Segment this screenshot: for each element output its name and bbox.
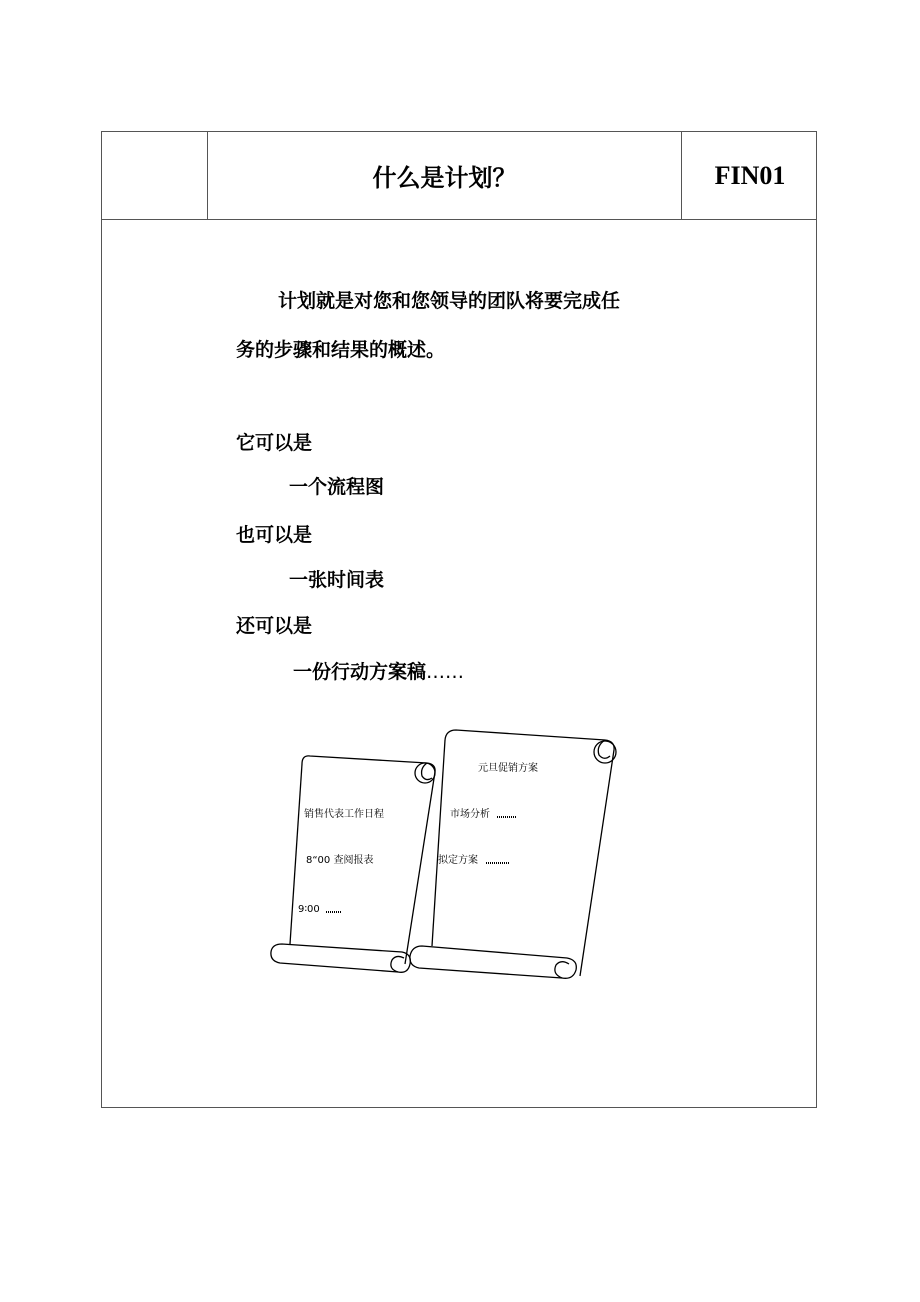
right-scroll-line-2: 拟定方案 [438, 855, 478, 866]
option-3-text: 一份行动方案稿 [293, 661, 427, 683]
option-1-label: 它可以是 [236, 432, 313, 454]
header-row [102, 132, 816, 220]
option-3-ellipsis: …… [426, 661, 465, 683]
option-3-label: 还可以是 [236, 615, 313, 637]
option-1-value: 一个流程图 [289, 476, 385, 498]
right-scroll-line-1: 市场分析 [450, 809, 490, 820]
document-code: FIN01 [681, 132, 818, 219]
definition-line-1: 计划就是对您和您领导的团队将要完成任 [278, 290, 621, 312]
definition-line-2: 务的步骤和结果的概述。 [236, 339, 446, 361]
left-scroll-line-1: 8“00 查阅报表 [306, 855, 374, 866]
left-scroll-line-2: 9∶00 [298, 904, 320, 915]
option-2-value: 一张时间表 [289, 569, 385, 591]
option-2-label: 也可以是 [236, 524, 313, 546]
right-scroll-title: 元旦促销方案 [478, 763, 538, 774]
page-title: 什么是计划？ [372, 164, 517, 192]
left-scroll-title: 销售代表工作日程 [304, 809, 384, 820]
scroll-illustration [262, 726, 622, 986]
option-3-value [293, 657, 464, 684]
header-blank-cell [102, 132, 208, 219]
